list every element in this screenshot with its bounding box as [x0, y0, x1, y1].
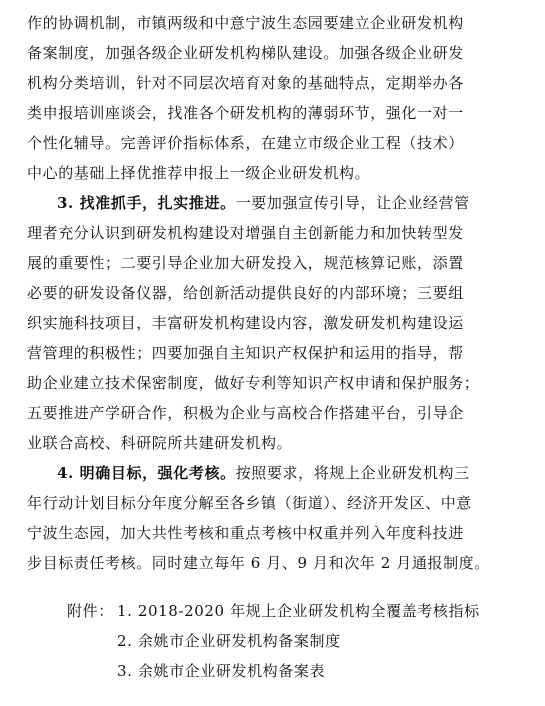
- text-span: 按照要求，将规上企业研发机构三: [235, 464, 470, 482]
- paragraph-heading: 3. 找准抓手，扎实推进。: [57, 194, 236, 212]
- text-line: 理者充分认识到研发机构建设对增强自主创新能力和加快转型发: [27, 224, 464, 242]
- text-line: 必要的研发设备仪器，给创新活动提供良好的内部环境；三要组: [27, 284, 464, 302]
- attachment-item: [67, 596, 517, 626]
- text-line: 业联合高校、科研院所共建研发机构。: [27, 434, 293, 452]
- attachments-list: [67, 596, 517, 686]
- text-line: 五要推进产学研合作，积极为企业与高校合作搭建平台，引导企: [27, 404, 464, 422]
- text-line: 类申报培训座谈会，找准各个研发机构的薄弱环节，强化一对一: [27, 104, 464, 122]
- text-line: 展的重要性；二要引导企业加大研发投入，规范核算记账，添置: [27, 254, 464, 272]
- text-line: 步目标责任考核。同时建立每年 6 月、9 月和次年 2 月通报制度。: [27, 554, 490, 572]
- attachments-label: 附件：: [67, 602, 114, 620]
- text-line: 机构分类培训，针对不同层次培育对象的基础特点，定期举办各: [27, 74, 464, 92]
- paragraph-first-line: [27, 188, 527, 218]
- text-line: 织实施科技项目，丰富研发机构建设内容，激发研发机构建设运: [27, 314, 464, 332]
- paragraph-first-line: [27, 458, 527, 488]
- text-line: 助企业建立技术保密制度，做好专利等知识产权申请和保护服务；: [27, 374, 480, 392]
- text-line: 营管理的积极性；四要加强自主知识产权保护和运用的指导，帮: [27, 344, 464, 362]
- text-line: 中心的基础上择优推荐申报上一级企业研发机构。: [27, 164, 371, 182]
- body-text: [27, 8, 527, 578]
- paragraph-heading: 4. 明确目标，强化考核。: [57, 464, 236, 482]
- attachment-title: 3. 余姚市企业研发机构备案表: [117, 662, 326, 680]
- text-span: 一要加强宣传引导，让企业经营管: [235, 194, 470, 212]
- text-line: 宁波生态园，加大共性考核和重点考核中权重并列入年度科技进: [27, 524, 464, 542]
- text-line: 作的协调机制，市镇两级和中意宁波生态园要建立企业研发机构: [27, 14, 464, 32]
- paragraph-3: [27, 188, 527, 458]
- text-line: 备案制度，加强各级企业研发机构梯队建设。加强各级企业研发: [27, 44, 464, 62]
- attachment-item: [67, 626, 517, 656]
- text-line: 个性化辅导。完善评价指标体系，在建立市级企业工程（技术）: [27, 134, 464, 152]
- attachment-item: [67, 656, 517, 686]
- text-line: 年行动计划目标分年度分解至各乡镇（街道）、经济开发区、中意: [27, 494, 472, 512]
- attachment-title: 1. 2018-2020 年规上企业研发机构全覆盖考核指标: [117, 602, 480, 620]
- paragraph-intro: [27, 8, 527, 188]
- paragraph-4: [27, 458, 527, 578]
- attachment-title: 2. 余姚市企业研发机构备案制度: [117, 632, 341, 650]
